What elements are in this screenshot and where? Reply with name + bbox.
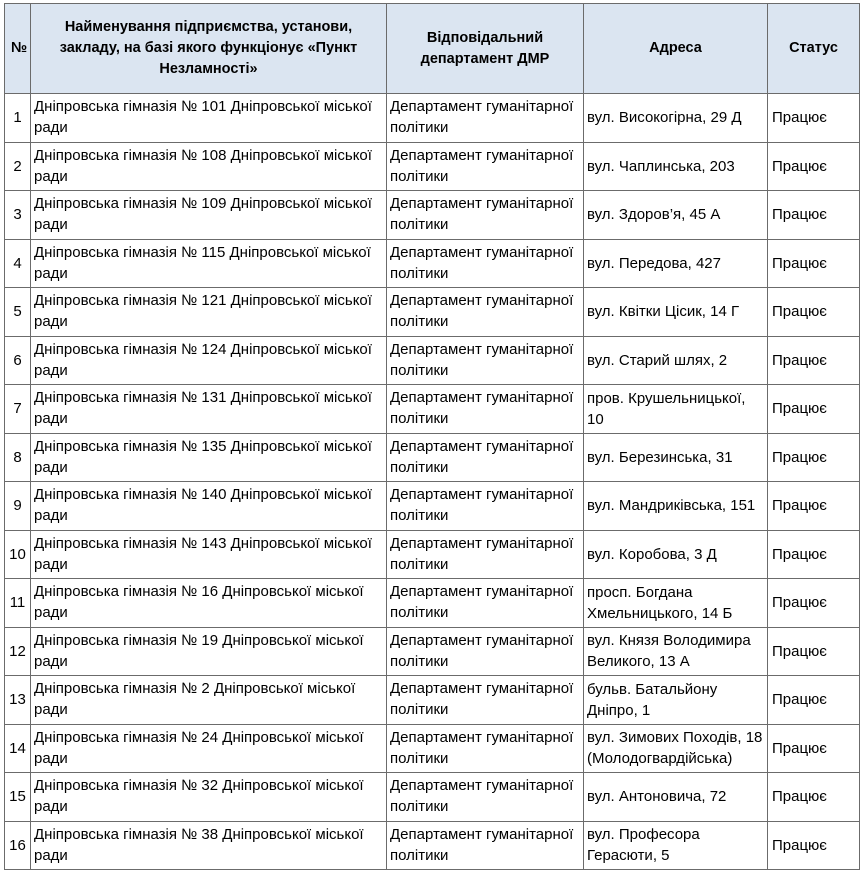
- address-cell: вул. Коробова, 3 Д: [584, 530, 768, 579]
- table-row: [5, 676, 860, 725]
- table-row: [5, 288, 860, 337]
- table-row: [5, 239, 860, 288]
- table-row: [5, 191, 860, 240]
- address-cell: просп. Богдана Хмельницького, 14 Б: [584, 579, 768, 628]
- table-row: [5, 433, 860, 482]
- institution-name-cell: Дніпровська гімназія № 16 Дніпровської міської ради: [31, 579, 387, 628]
- table-row: [5, 724, 860, 773]
- row-number-cell: 3: [5, 191, 31, 240]
- department-cell: Департамент гуманітарної політики: [387, 191, 584, 240]
- row-number-cell: 1: [5, 94, 31, 143]
- institution-name-cell: Дніпровська гімназія № 38 Дніпровської міської ради: [31, 821, 387, 870]
- department-cell: Департамент гуманітарної політики: [387, 482, 584, 531]
- address-cell: бульв. Батальйону Дніпро, 1: [584, 676, 768, 725]
- table-row: [5, 142, 860, 191]
- header-status: Статус: [768, 4, 860, 94]
- status-cell: Працює: [768, 336, 860, 385]
- header-department: Відповідальний департамент ДМР: [387, 4, 584, 94]
- institution-name-cell: Дніпровська гімназія № 109 Дніпровської міської ради: [31, 191, 387, 240]
- department-cell: Департамент гуманітарної політики: [387, 385, 584, 434]
- status-cell: Працює: [768, 821, 860, 870]
- header-number: №: [5, 4, 31, 94]
- status-cell: Працює: [768, 530, 860, 579]
- table-row: [5, 530, 860, 579]
- address-cell: вул. Передова, 427: [584, 239, 768, 288]
- status-cell: Працює: [768, 676, 860, 725]
- address-cell: пров. Крушельницької, 10: [584, 385, 768, 434]
- institution-name-cell: Дніпровська гімназія № 115 Дніпровської міської ради: [31, 239, 387, 288]
- table-row: [5, 579, 860, 628]
- department-cell: Департамент гуманітарної політики: [387, 627, 584, 676]
- table-row: [5, 385, 860, 434]
- row-number-cell: 2: [5, 142, 31, 191]
- address-cell: вул. Князя Володимира Великого, 13 А: [584, 627, 768, 676]
- institution-name-cell: Дніпровська гімназія № 2 Дніпровської міської ради: [31, 676, 387, 725]
- status-cell: Працює: [768, 482, 860, 531]
- address-cell: вул. Здоров’я, 45 А: [584, 191, 768, 240]
- status-cell: Працює: [768, 288, 860, 337]
- address-cell: вул. Квітки Цісик, 14 Г: [584, 288, 768, 337]
- table-row: [5, 94, 860, 143]
- department-cell: Департамент гуманітарної політики: [387, 336, 584, 385]
- institution-name-cell: Дніпровська гімназія № 19 Дніпровської міської ради: [31, 627, 387, 676]
- department-cell: Департамент гуманітарної політики: [387, 821, 584, 870]
- department-cell: Департамент гуманітарної політики: [387, 433, 584, 482]
- table-row: [5, 336, 860, 385]
- department-cell: Департамент гуманітарної політики: [387, 773, 584, 822]
- row-number-cell: 5: [5, 288, 31, 337]
- department-cell: Департамент гуманітарної політики: [387, 676, 584, 725]
- address-cell: вул. Високогірна, 29 Д: [584, 94, 768, 143]
- status-cell: Працює: [768, 142, 860, 191]
- address-cell: вул. Мандриківська, 151: [584, 482, 768, 531]
- institution-name-cell: Дніпровська гімназія № 24 Дніпровської міської ради: [31, 724, 387, 773]
- table-row: [5, 773, 860, 822]
- row-number-cell: 10: [5, 530, 31, 579]
- status-cell: Працює: [768, 239, 860, 288]
- status-cell: Працює: [768, 191, 860, 240]
- institution-name-cell: Дніпровська гімназія № 108 Дніпровської міської ради: [31, 142, 387, 191]
- row-number-cell: 11: [5, 579, 31, 628]
- table-row: [5, 627, 860, 676]
- address-cell: вул. Чаплинська, 203: [584, 142, 768, 191]
- institution-name-cell: Дніпровська гімназія № 121 Дніпровської міської ради: [31, 288, 387, 337]
- status-cell: Працює: [768, 627, 860, 676]
- row-number-cell: 9: [5, 482, 31, 531]
- row-number-cell: 15: [5, 773, 31, 822]
- header-institution-name: Найменування підприємства, установи, закладу, на базі якого функціонує «Пункт Незламності»: [31, 4, 387, 94]
- row-number-cell: 4: [5, 239, 31, 288]
- status-cell: Працює: [768, 773, 860, 822]
- institution-name-cell: Дніпровська гімназія № 140 Дніпровської міської ради: [31, 482, 387, 531]
- department-cell: Департамент гуманітарної політики: [387, 530, 584, 579]
- status-cell: Працює: [768, 94, 860, 143]
- department-cell: Департамент гуманітарної політики: [387, 94, 584, 143]
- invincibility-points-table: [4, 3, 860, 870]
- status-cell: Працює: [768, 433, 860, 482]
- row-number-cell: 13: [5, 676, 31, 725]
- department-cell: Департамент гуманітарної політики: [387, 288, 584, 337]
- institution-name-cell: Дніпровська гімназія № 124 Дніпровської міської ради: [31, 336, 387, 385]
- address-cell: вул. Березинська, 31: [584, 433, 768, 482]
- address-cell: вул. Старий шлях, 2: [584, 336, 768, 385]
- table-row: [5, 821, 860, 870]
- address-cell: вул. Зимових Походів, 18 (Молодогвардійська): [584, 724, 768, 773]
- institution-name-cell: Дніпровська гімназія № 135 Дніпровської міської ради: [31, 433, 387, 482]
- department-cell: Департамент гуманітарної політики: [387, 724, 584, 773]
- status-cell: Працює: [768, 385, 860, 434]
- status-cell: Працює: [768, 579, 860, 628]
- row-number-cell: 14: [5, 724, 31, 773]
- institution-name-cell: Дніпровська гімназія № 143 Дніпровської міської ради: [31, 530, 387, 579]
- row-number-cell: 6: [5, 336, 31, 385]
- department-cell: Департамент гуманітарної політики: [387, 579, 584, 628]
- row-number-cell: 7: [5, 385, 31, 434]
- department-cell: Департамент гуманітарної політики: [387, 239, 584, 288]
- institution-name-cell: Дніпровська гімназія № 32 Дніпровської міської ради: [31, 773, 387, 822]
- header-address: Адреса: [584, 4, 768, 94]
- institution-name-cell: Дніпровська гімназія № 131 Дніпровської міської ради: [31, 385, 387, 434]
- table-row: [5, 482, 860, 531]
- institution-name-cell: Дніпровська гімназія № 101 Дніпровської міської ради: [31, 94, 387, 143]
- address-cell: вул. Антоновича, 72: [584, 773, 768, 822]
- address-cell: вул. Професора Герасюти, 5: [584, 821, 768, 870]
- status-cell: Працює: [768, 724, 860, 773]
- row-number-cell: 8: [5, 433, 31, 482]
- department-cell: Департамент гуманітарної політики: [387, 142, 584, 191]
- table-header-row: [5, 4, 860, 94]
- row-number-cell: 12: [5, 627, 31, 676]
- row-number-cell: 16: [5, 821, 31, 870]
